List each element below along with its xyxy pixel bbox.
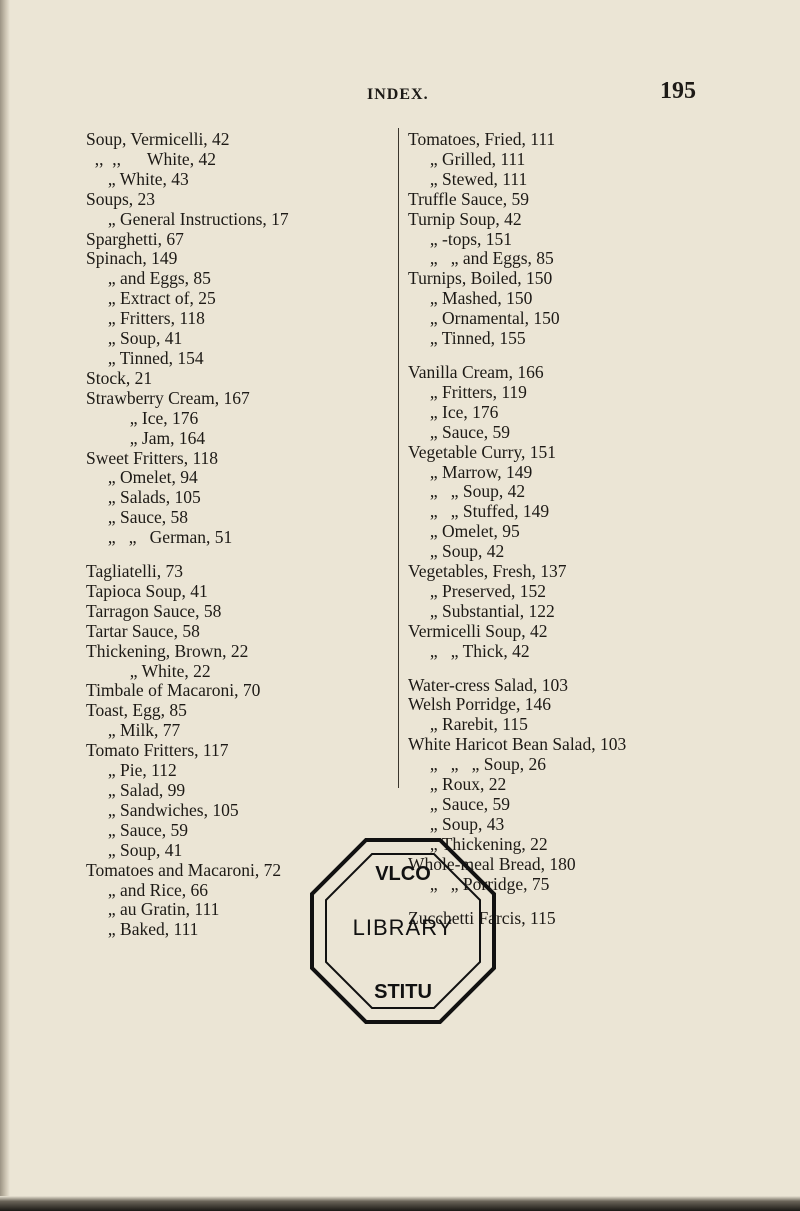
index-right-entry: „ Rarebit, 115: [408, 714, 528, 735]
stamp-top-text: VLCO: [375, 863, 431, 885]
index-left-entry: „ Sauce, 58: [86, 507, 189, 528]
index-left-entry: „ Ice, 176: [86, 407, 199, 428]
index-left-entry: Tagliatelli, 73: [86, 561, 183, 582]
index-left-entry: „ au Gratin, 111: [86, 899, 220, 920]
stamp-label: LIBRARY: [352, 915, 454, 940]
index-left-entry: „ Milk, 77: [86, 720, 181, 741]
index-right-entry: „ „ Soup, 42: [408, 481, 526, 502]
page-number: 195: [660, 78, 696, 104]
index-right-entry: Water-cress Salad, 103: [408, 674, 569, 695]
index-left-entry: Tapioca Soup, 41: [86, 580, 208, 601]
index-right-entry: Vegetables, Fresh, 137: [408, 561, 567, 582]
index-left-entry: „ Sauce, 59: [86, 819, 189, 840]
index-left-entry: Thickening, Brown, 22: [86, 640, 249, 661]
index-left-entry: „ Omelet, 94: [86, 467, 198, 488]
index-right-entry: „ „ „ Soup, 26: [408, 754, 547, 775]
index-left-entry: Soup, Vermicelli, 42: [86, 129, 230, 149]
entry-gap: [408, 662, 718, 676]
index-left-entry: ,, ,, White, 42: [86, 148, 216, 169]
index-right-entry: Vermicelli Soup, 42: [408, 620, 548, 641]
index-left-entry: „ and Eggs, 85: [86, 268, 211, 289]
index-right-entry: „ Omelet, 95: [408, 521, 520, 542]
index-left-entry: Tarragon Sauce, 58: [86, 600, 222, 621]
index-right-entry: „ Mashed, 150: [408, 288, 533, 309]
index-left-entry: „ Jam, 164: [86, 427, 206, 448]
index-left-entry: „ Baked, 111: [86, 919, 199, 940]
running-head: INDEX.: [367, 86, 429, 103]
index-right-entry: „ Sauce, 59: [408, 794, 511, 814]
index-right-entry: „ Marrow, 149: [408, 461, 533, 482]
index-left-entry: Strawberry Cream, 167: [86, 387, 250, 408]
index-right-entry: White Haricot Bean Salad, 103: [408, 734, 627, 755]
index-left-entry: Sweet Fritters, 118: [86, 447, 219, 468]
index-left-entry: „ General Instructions, 17: [86, 208, 289, 229]
index-left-entry: Toast, Egg, 85: [86, 700, 187, 721]
index-left-entry: Tomatoes and Macaroni, 72: [86, 859, 282, 880]
column-divider: [398, 128, 399, 788]
index-right-entry: „ „ Porridge, 75: [408, 873, 550, 894]
index-left-entry: „ White, 43: [86, 168, 189, 189]
index-right-entry: „ Preserved, 152: [408, 580, 547, 601]
index-right-entry: Truffle Sauce, 59: [408, 188, 530, 209]
index-right-entry: „ Substantial, 122: [408, 600, 555, 621]
index-right-entry: „ Ornamental, 150: [408, 308, 560, 329]
index-left-entry: Stock, 21: [86, 367, 153, 388]
index-right-entry: „ Sauce, 59: [408, 421, 511, 442]
index-right-entry: „ Roux, 22: [408, 774, 507, 795]
page-bottom-edge: [0, 1196, 800, 1211]
index-left-entry: „ Soup, 41: [86, 839, 183, 860]
index-right-entry: „ „ Thick, 42: [408, 640, 530, 661]
index-left-entry: „ and Rice, 66: [86, 879, 208, 900]
index-right-entry: Welsh Porridge, 146: [408, 694, 551, 715]
index-right-entry: „ Stewed, 111: [408, 168, 528, 189]
page-edge-shadow: [0, 0, 10, 1211]
index-column-left: [86, 130, 386, 940]
index-right-entry: „ Thickening, 22: [408, 833, 548, 854]
index-left-entry: Timbale of Macaroni, 70: [86, 680, 261, 701]
index-left-entry: „ White, 22: [86, 660, 211, 681]
index-right-entry: „ Soup, 43: [408, 813, 505, 834]
index-left-entry: Spinach, 149: [86, 248, 178, 269]
entry-gap: [86, 548, 386, 562]
index-left-entry: „ Pie, 112: [86, 760, 177, 781]
index-right-entry: Whole-meal Bread, 180: [408, 853, 576, 874]
index-right-entry: „ -tops, 151: [408, 228, 513, 249]
index-right-entry: „ „ and Eggs, 85: [408, 248, 554, 269]
library-stamp: [308, 836, 498, 1026]
index-left-entry: „ Salad, 99: [86, 780, 186, 800]
index-left-entry: „ Salads, 105: [86, 487, 201, 508]
index-left-entry: Tartar Sauce, 58: [86, 620, 200, 641]
index-right-entry: „ Fritters, 119: [408, 381, 527, 402]
index-right-entry: „ Grilled, 111: [408, 148, 526, 169]
index-right-entry: Turnips, Boiled, 150: [408, 268, 553, 289]
index-left-entry: „ „ German, 51: [86, 527, 233, 548]
index-right-entry: „ „ Stuffed, 149: [408, 501, 550, 522]
index-left-entry: Sparghetti, 67: [86, 228, 184, 249]
index-left-entry: Tomato Fritters, 117: [86, 740, 229, 761]
index-right-entry: „ Ice, 176: [408, 401, 499, 422]
index-left-entry: Soups, 23: [86, 188, 156, 209]
index-right-entry: „ Soup, 42: [408, 541, 505, 562]
index-right-entry: Tomatoes, Fried, 111: [408, 129, 556, 149]
index-right-entry: „ Tinned, 155: [408, 328, 526, 349]
index-left-entry: „ Extract of, 25: [86, 288, 216, 309]
index-left-entry: „ Tinned, 154: [86, 347, 204, 368]
entry-gap: [408, 349, 718, 363]
index-left-entry: „ Sandwiches, 105: [86, 799, 239, 820]
stamp-bottom-text: STITU: [374, 981, 432, 1003]
index-right-entry: Turnip Soup, 42: [408, 208, 522, 229]
index-right-entry: Vegetable Curry, 151: [408, 441, 557, 462]
index-column-right: [408, 130, 718, 928]
index-left-entry: „ Fritters, 118: [86, 308, 205, 329]
index-left-entry: „ Soup, 41: [86, 328, 183, 349]
index-right-entry: Zucchetti Farcis, 115: [408, 907, 556, 928]
index-right-entry: Vanilla Cream, 166: [408, 361, 544, 382]
